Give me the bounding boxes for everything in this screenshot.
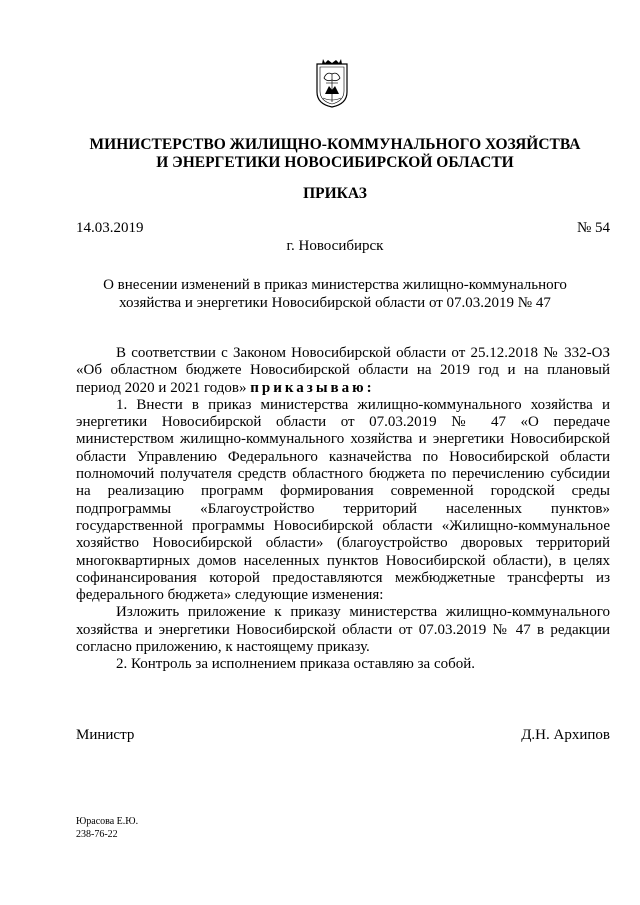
document-number: № 54 <box>576 220 610 236</box>
subject-line2: хозяйства и энергетики Новосибирской области от 07.03.2019 № 47 <box>119 295 551 311</box>
preamble-paragraph <box>76 345 610 397</box>
subject-line1: О внесении изменений в приказ министерства жилищно-коммунального <box>103 277 567 293</box>
ministry-name-line1: МИНИСТЕРСТВО ЖИЛИЩНО-КОММУНАЛЬНОГО ХОЗЯЙСТВА <box>89 136 581 153</box>
document-city: г. Новосибирск <box>286 238 384 254</box>
item1-paragraph: 1. Внести в приказ министерства жилищно-коммунального хозяйства и энергетики Новосибирской области от 07.03.2019 № 47 «О передаче министерством жилищно-коммунального хозяйства и энергетики Новосибирской области Управлению Федерального казначейства по Новосибирской области полномочий получателя средств областного бюджета по перечислению субсидии на реализацию программ формирования современной городской среды подпрограммы «Благоустройство территорий населенных пунктов» государственной программы Новосибирской области «Жилищно-коммунальное хозяйство Новосибирской области» (благоустройство дворовых территорий многоквартирных домов населенных пунктов Новосибирской области), в целях софинансирования которой предоставляются межбюджетные трансферты из федерального бюджета» следующие изменения: <box>76 396 610 604</box>
document-subject <box>60 276 610 312</box>
preamble-text: В соответствии с Законом Новосибирской области от 25.12.2018 № 332-ОЗ «Об областном бюджете Новосибирской области на 2019 год и на плановый период 2020 и 2021 годов» <box>76 345 610 396</box>
document-type-title: ПРИКАЗ <box>303 185 367 202</box>
executor-phone: 238-76-22 <box>76 829 118 840</box>
signer-title: Министр <box>76 727 135 743</box>
signer-name: Д.Н. Архипов <box>521 727 610 743</box>
item1-sub-paragraph: Изложить приложение к приказу министерства жилищно-коммунального хозяйства и энергетики Новосибирской области от 07.03.2019 № 47 в редакции согласно приложению, к настоящему приказу. <box>76 604 610 656</box>
coat-of-arms-icon <box>315 58 349 108</box>
executor-name: Юрасова Е.Ю. <box>76 816 139 827</box>
item2-paragraph: 2. Контроль за исполнением приказа оставляю за собой. <box>116 656 476 673</box>
document-body <box>76 345 610 674</box>
ministry-name-line2: И ЭНЕРГЕТИКИ НОВОСИБИРСКОЙ ОБЛАСТИ <box>156 154 514 171</box>
executor-info <box>76 815 138 841</box>
order-word: приказываю: <box>250 379 375 396</box>
document-date: 14.03.2019 <box>76 220 144 236</box>
